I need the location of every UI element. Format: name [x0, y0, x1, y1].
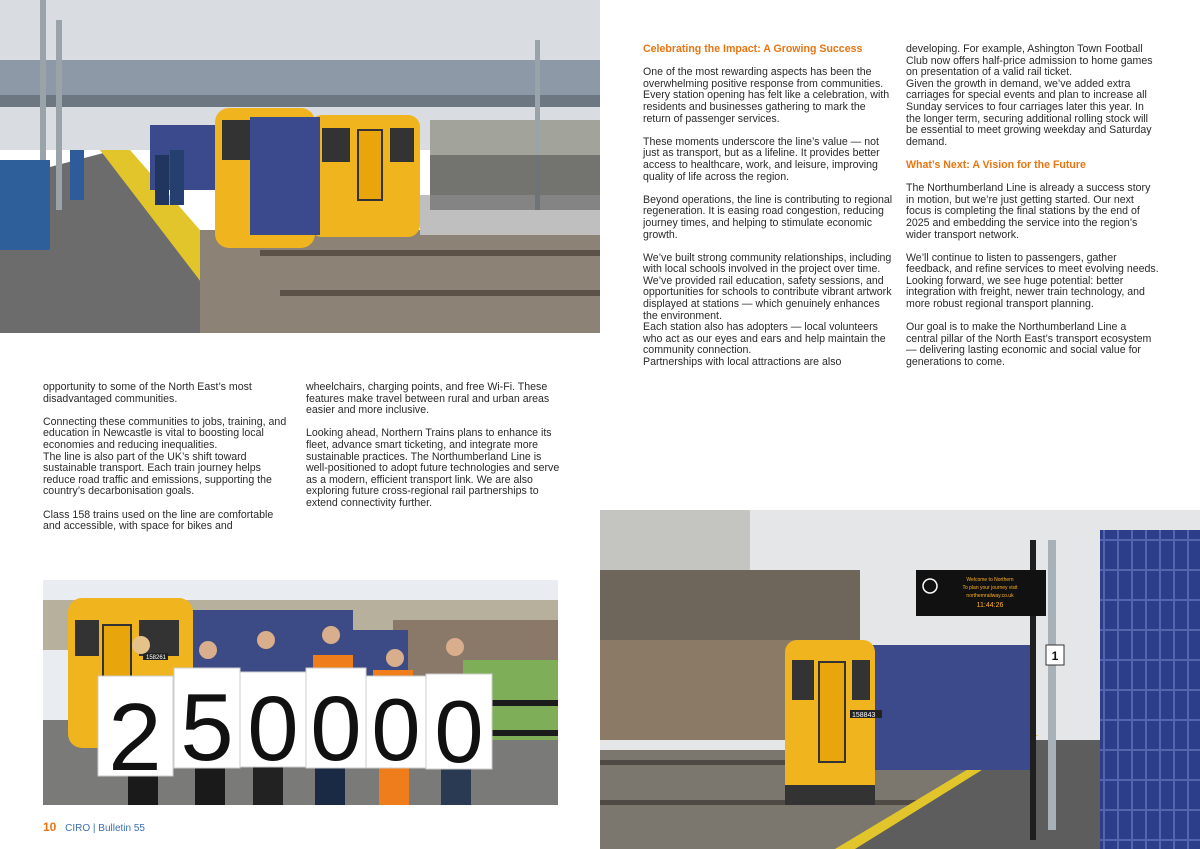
section-heading-next: What’s Next: A Vision for the Future: [906, 158, 1086, 171]
paragraph: Each station also has adopters — local volunteers who act as our eyes and ears and help maintain the community connection.: [643, 321, 886, 357]
paragraph: Partnerships with local attractions are also: [643, 356, 842, 369]
photo-passenger-milestone-group: [43, 580, 558, 805]
sign-digit-4: 0: [310, 678, 362, 780]
display-board-line2: To plan your journey visit: [962, 585, 1018, 591]
paragraph: These moments underscore the line’s value — not just as transport, but as a lifeline. It provides better access to healthcare, work, and leisure, improving quality of life across the region.: [643, 135, 880, 183]
photo-two-trains-platform: [0, 0, 600, 333]
paragraph: The Northumberland Line is already a success story in motion, but we’re just getting started. Our next focus is completing the final stations by the end of 2025 and embedding the service into the region’s wider transport network.: [906, 182, 1151, 241]
paragraph: We’ll continue to listen to passengers, gather feedback, and refine services to meet evolving needs. Looking forward, we see huge potential: better integration with freight, newer train technology, and more robust regional transport planning.: [906, 251, 1159, 311]
display-board-time: 11:44:26: [976, 602, 1004, 609]
sign-digit-1: 2: [108, 684, 162, 791]
train-number-right: 158843: [852, 712, 876, 719]
paragraph: Looking ahead, Northern Trains plans to enhance its fleet, advance smart ticketing, and integrate more sustainable practices. The Northumberland Line is well-positioned to adopt future technologies and serve as a modern, efficient transport link. We are also exploring future cross-regional rail partnerships to extend connectivity further.: [306, 427, 560, 509]
paragraph: Our goal is to make the Northumberland Line a central pillar of the North East’s transport ecosystem — delivering lasting economic and social value for generations to come.: [906, 321, 1152, 369]
sign-digit-6: 0: [434, 682, 484, 781]
paragraph: The line is also part of the UK’s shift toward sustainable transport. Each train journey helps reduce road traffic and emissions, supporting the country’s decarbonisation goals.: [43, 450, 272, 498]
display-board-line3: northernrailway.co.uk: [966, 593, 1014, 599]
text-column-1: [43, 382, 291, 533]
text-column-3: [643, 44, 895, 369]
photo-train-arriving-station: [600, 510, 1200, 849]
publication-name: CIRO | Bulletin 55: [65, 823, 145, 834]
paragraph: developing. For example, Ashington Town Football Club now offers half-price admission to home games on presentation of a valid rail ticket.: [906, 43, 1153, 79]
page-footer: [43, 820, 145, 834]
sign-digit-2: 5: [180, 674, 234, 781]
paragraph: wheelchairs, charging points, and free Wi-Fi. These features make travel between rural and urban areas easier and more inclusive.: [306, 381, 550, 417]
paragraph: One of the most rewarding aspects has been the overwhelming positive response from communities. Every station opening has felt like a celebration, with residents and businesses gathering to mark the return of passenger services.: [643, 66, 890, 125]
paragraph: Class 158 trains used on the line are comfortable and accessible, with space for bikes and: [43, 508, 274, 533]
paragraph: opportunity to some of the North East’s most disadvantaged communities.: [43, 381, 252, 405]
sign-digit-3: 0: [247, 678, 299, 780]
paragraph: Connecting these communities to jobs, training, and education in Newcastle is vital to boosting local economies and reducing inequalities.: [43, 415, 287, 451]
section-heading-impact: Celebrating the Impact: A Growing Success: [643, 43, 863, 55]
platform-number-sign: 1: [1051, 649, 1059, 663]
sign-digit-5: 0: [371, 680, 421, 779]
text-column-2: [306, 382, 560, 510]
paragraph: Beyond operations, the line is contributing to regional regeneration. It is easing road congestion, reducing journey times, and helping to stimulate economic growth.: [643, 193, 893, 241]
paragraph: We’ve built strong community relationships, including with local schools involved in the project over time. We’ve provided rail education, safety sessions, and opportunities for schools to contribute vibrant artwork displayed at stations — which genuinely enhances the environment.: [643, 251, 892, 322]
page-number: 10: [43, 820, 57, 834]
text-column-4: [906, 44, 1160, 380]
paragraph: Given the growth in demand, we’ve added extra carriages for special events and plan to increase all Sunday services to four carriages later this year. In the longer term, securing additional rolling stock will be essential to meet growing weekday and Saturday demand.: [906, 77, 1152, 148]
train-number-left: 158261: [146, 655, 167, 661]
display-board-line1: Welcome to Northern: [966, 577, 1014, 583]
